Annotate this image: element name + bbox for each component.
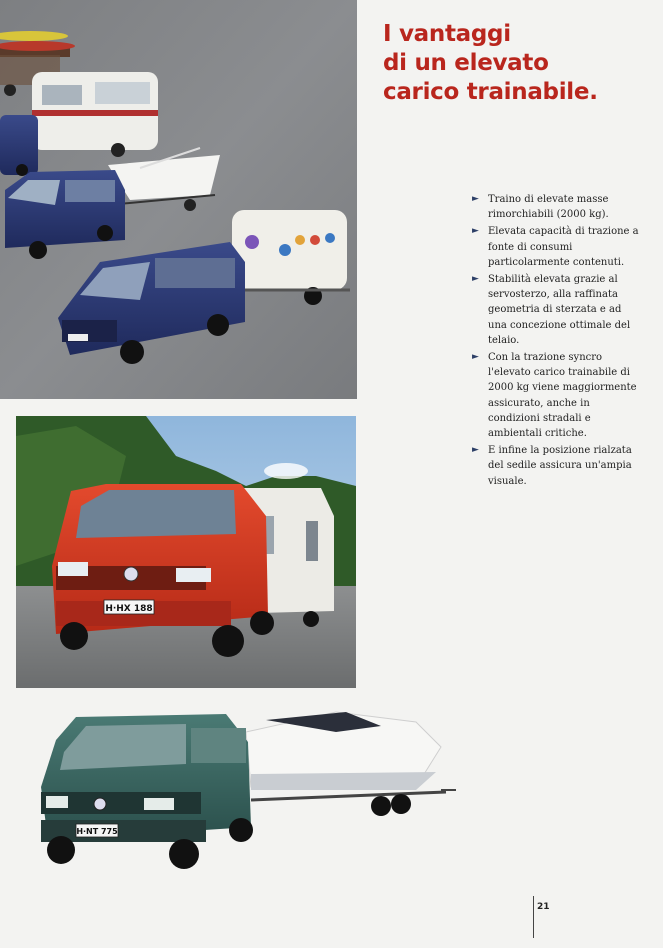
green-van-plate: H·NT 775 [76, 827, 118, 836]
heading-line-2: di un elevato [383, 50, 549, 76]
photo-red-van-with-caravan [16, 416, 356, 688]
page-number-rule [533, 896, 534, 938]
list-item [472, 192, 640, 222]
bullet-arrow-icon: ► [472, 445, 479, 456]
list-item-text: E infine la posizione rialzata del sedile assicura un'ampia visuale. [488, 445, 632, 487]
list-item [472, 443, 640, 489]
list-item-text: Stabilità elevata grazie al servosterzo, alla raffinata geometria di sterzata e ad una concezione ottimale del telaio. [488, 274, 631, 346]
advantages-list [472, 192, 640, 491]
red-van-plate: H·HX 188 [105, 604, 153, 614]
list-item [472, 272, 640, 348]
list-item-text: Elevata capacità di trazione a fonte di consumi particolarmente contenuti. [488, 226, 639, 268]
bullet-arrow-icon: ► [472, 352, 479, 363]
page-heading [383, 20, 653, 107]
list-item [472, 224, 640, 270]
balloon-trailer [232, 210, 350, 305]
heading-line-1: I vantaggi [383, 21, 511, 47]
bullet-arrow-icon: ► [472, 274, 479, 285]
heading-line-3: carico trainabile. [383, 79, 598, 105]
caravan-white [32, 72, 158, 157]
list-item-text: Con la trazione syncro l'elevato carico trainabile di 2000 kg viene maggiormente assicurato, anche in condizioni stradali e ambientali critiche. [488, 352, 637, 440]
green-van [41, 714, 253, 869]
motorboat [246, 712, 456, 816]
page-number: 21 [537, 902, 550, 912]
photo-vans-with-trailers [0, 0, 357, 399]
blue-van-small [0, 115, 38, 176]
list-item [472, 350, 640, 441]
bullet-arrow-icon: ► [472, 226, 479, 237]
bullet-arrow-icon: ► [472, 194, 479, 204]
list-item-text: Traino di elevate masse rimorchiabili (2000 kg). [488, 194, 609, 221]
photo-green-van-with-boat [36, 702, 456, 882]
